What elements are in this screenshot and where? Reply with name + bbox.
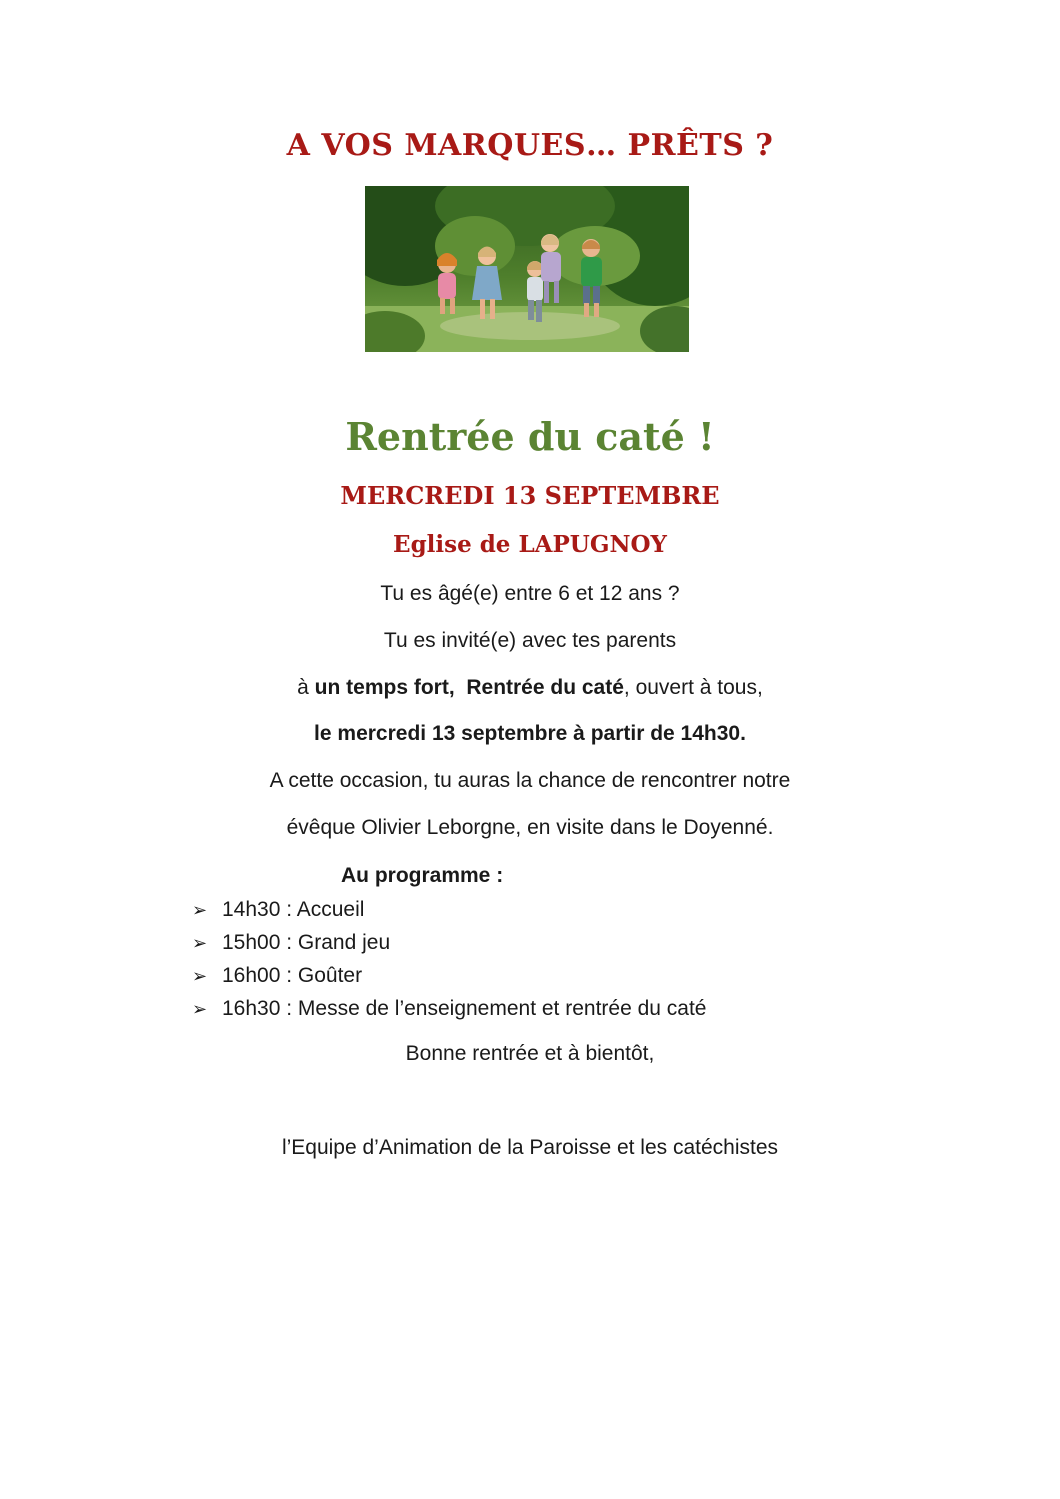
program-item-text: 16h30 : Messe de l’enseignement et rentrée du caté — [222, 997, 707, 1020]
body-line-age: Tu es âgé(e) entre 6 et 12 ans ? — [380, 582, 680, 605]
body-line-invitation: Tu es invité(e) avec tes parents — [383, 629, 677, 652]
program-item-text: 16h00 : Goûter — [222, 964, 363, 987]
event-title: Rentrée du caté ! — [345, 414, 715, 459]
arrow-bullet-icon: ➢ — [192, 900, 208, 920]
program-list — [192, 896, 706, 1028]
list-item — [192, 929, 706, 962]
body-line-occasion: A cette occasion, tu auras la chance de rencontrer notre — [269, 769, 791, 792]
arrow-bullet-icon: ➢ — [192, 933, 208, 953]
headline: A VOS MARQUES… PRÊTS ? — [286, 128, 774, 163]
event-date: MERCREDI 13 SEPTEMBRE — [340, 481, 720, 510]
body-line-date-time: le mercredi 13 septembre à partir de 14h30. — [314, 722, 746, 745]
body-line-event-pre: à — [297, 676, 315, 699]
signature: l’Equipe d’Animation de la Paroisse et les catéchistes — [281, 1136, 779, 1159]
list-item — [192, 995, 706, 1028]
event-place: Eglise de LAPUGNOY — [393, 531, 667, 558]
body-line-event-bold-2: Rentrée du caté — [466, 676, 624, 699]
list-item — [192, 896, 706, 929]
body-line-bishop: évêque Olivier Leborgne, en visite dans le Doyenné. — [286, 816, 774, 839]
arrow-bullet-icon: ➢ — [192, 999, 208, 1019]
program-item-text: 14h30 : Accueil — [222, 898, 365, 921]
closing-line: Bonne rentrée et à bientôt, — [405, 1042, 655, 1065]
children-running-photo — [365, 186, 689, 352]
program-title: Au programme : — [341, 864, 504, 887]
body-line-event-bold-1: un temps fort, — [314, 676, 455, 699]
program-item-text: 15h00 : Grand jeu — [222, 931, 391, 954]
list-item — [192, 962, 706, 995]
body-line-event — [0, 676, 1060, 700]
body-line-event-post: , ouvert à tous, — [623, 676, 763, 699]
arrow-bullet-icon: ➢ — [192, 966, 208, 986]
